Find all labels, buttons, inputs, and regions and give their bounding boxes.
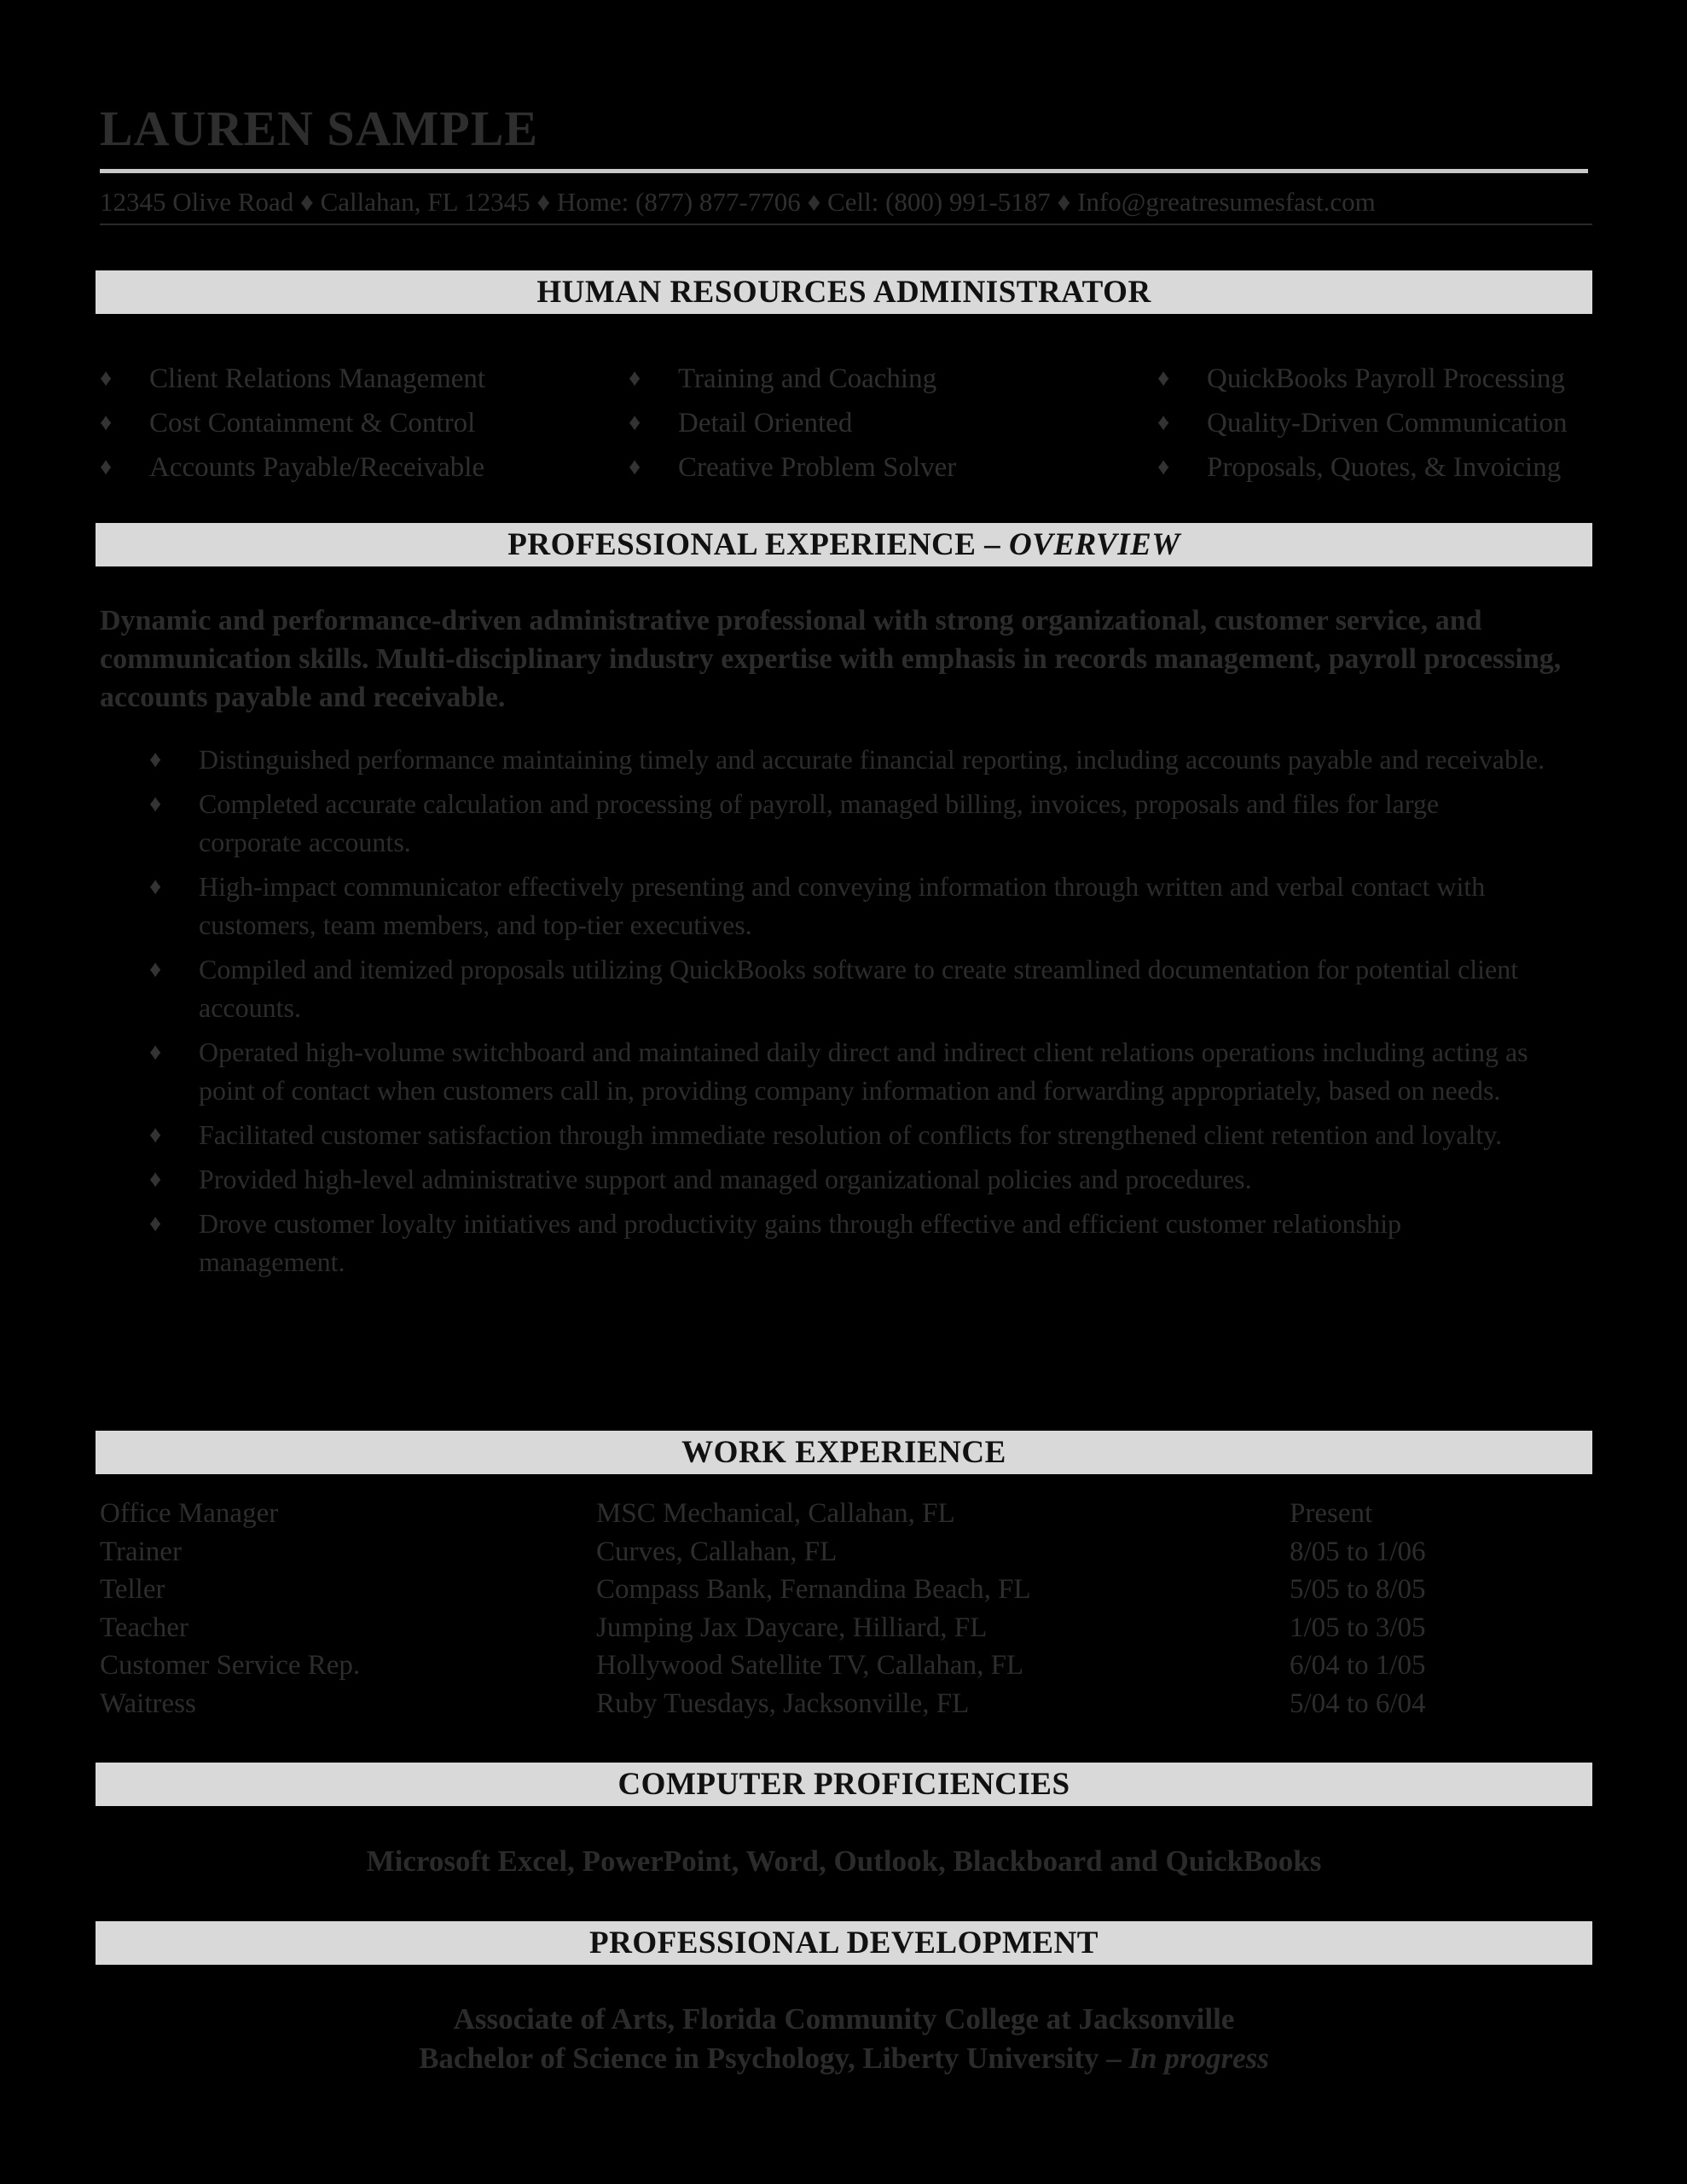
computer-proficiencies-band	[96, 1763, 1592, 1806]
diamond-bullet-icon: ♦	[100, 365, 113, 392]
achievement-item: ♦ Compiled and itemized proposals utilizing QuickBooks software to create streamlined documentation for potential client accounts.	[149, 950, 1548, 1027]
job-dates: 5/05 to 8/05	[1290, 1574, 1426, 1606]
table-row	[100, 1571, 1601, 1609]
job-dates: 1/05 to 3/05	[1290, 1612, 1426, 1643]
professional-development-band	[96, 1921, 1592, 1965]
candidate-name: LAUREN SAMPLE	[100, 101, 539, 156]
diamond-bullet-icon: ♦	[149, 1039, 162, 1066]
diamond-bullet-icon: ♦	[1157, 410, 1170, 436]
header-divider	[100, 169, 1588, 173]
achievement-item: ♦ Drove customer loyalty initiatives and productivity gains through effective and efficient customer relationship management.	[149, 1205, 1548, 1281]
computer-proficiencies-heading: COMPUTER PROFICIENCIES	[617, 1767, 1070, 1802]
achievement-item: ♦ High-impact communicator effectively presenting and conveying information through written and verbal contact with customers, team members, and top-tier executives.	[149, 868, 1548, 944]
diamond-bullet-icon: ♦	[629, 365, 641, 392]
achievement-item: ♦ Operated high-volume switchboard and maintained daily direct and indirect client relations operations including acting as point of contact when customers call in, providing company information and forwarding appropriately, based on needs.	[149, 1033, 1548, 1110]
diamond-bullet-icon: ♦	[149, 1166, 162, 1193]
diamond-bullet-icon: ♦	[149, 1211, 162, 1237]
achievement-item: ♦ Completed accurate calculation and processing of payroll, managed billing, invoices, proposals and files for large corporate accounts.	[149, 785, 1548, 862]
job-company: MSC Mechanical, Callahan, FL	[596, 1498, 955, 1529]
table-row	[100, 1685, 1601, 1723]
job-dates: 6/04 to 1/05	[1290, 1650, 1426, 1682]
experience-overview-heading: PROFESSIONAL EXPERIENCE –	[507, 527, 1009, 562]
job-dates: 5/04 to 6/04	[1290, 1687, 1426, 1719]
job-company: Curves, Callahan, FL	[596, 1536, 838, 1567]
job-title-heading: HUMAN RESOURCES ADMINISTRATOR	[536, 275, 1151, 310]
diamond-bullet-icon: ♦	[149, 956, 162, 983]
job-company: Compass Bank, Fernandina Beach, FL	[596, 1574, 1031, 1606]
diamond-bullet-icon: ♦	[149, 874, 162, 900]
experience-overview-band	[96, 523, 1592, 566]
diamond-bullet-icon: ♦	[100, 410, 113, 436]
skills-grid: ♦ Client Relations Management ♦ Cost Containment & Control ♦ Accounts Payable/Receivable ♦ Training and Coaching ♦ Detail Oriented ♦ Creative Problem Solver ♦ QuickBooks Payroll Processing ♦ Quality-Driven Communication ♦ Proposals, Quotes, & Invoicing	[100, 357, 1601, 493]
computer-skills-line: Microsoft Excel, PowerPoint, Word, Outlook, Blackboard and QuickBooks	[366, 1844, 1322, 1878]
job-dates: 8/05 to 1/06	[1290, 1536, 1426, 1567]
job-title: Trainer	[100, 1536, 182, 1567]
summary-paragraph: Dynamic and performance-driven administrative professional with strong organizational, customer service, and communication skills. Multi-disciplinary industry expertise with emphasis in records management, payroll processing, accounts payable and receivable.	[100, 605, 1562, 713]
contact-line: 12345 Olive Road ♦ Callahan, FL 12345 ♦ Home: (877) 877-7706 ♦ Cell: (800) 991-5187 ♦ Info@greatresumesfast.com	[100, 187, 1376, 217]
achievement-item: ♦ Provided high-level administrative support and managed organizational policies and procedures.	[149, 1160, 1548, 1199]
diamond-bullet-icon: ♦	[1157, 365, 1170, 392]
overview-italic-label: OVERVIEW	[1008, 527, 1180, 562]
education-degree-2: Bachelor of Science in Psychology, Liberty University – In progress	[419, 2042, 1269, 2075]
professional-development-heading: PROFESSIONAL DEVELOPMENT	[589, 1926, 1099, 1960]
job-title: Teller	[100, 1574, 165, 1606]
diamond-bullet-icon: ♦	[629, 454, 641, 480]
table-row	[100, 1533, 1601, 1571]
education-degree-1: Associate of Arts, Florida Community College at Jacksonville	[453, 2002, 1235, 2036]
diamond-bullet-icon: ♦	[100, 454, 113, 480]
table-row	[100, 1495, 1601, 1533]
diamond-bullet-icon: ♦	[149, 791, 162, 817]
job-dates: Present	[1290, 1498, 1373, 1529]
table-row	[100, 1647, 1601, 1685]
contact-divider	[100, 224, 1592, 225]
table-row	[100, 1609, 1601, 1647]
achievement-item: ♦ Facilitated customer satisfaction through immediate resolution of conflicts for strengthened client retention and loyalty.	[149, 1116, 1548, 1154]
job-title: Office Manager	[100, 1498, 279, 1529]
section-title-band	[96, 270, 1592, 314]
diamond-bullet-icon: ♦	[1157, 454, 1170, 480]
job-title: Customer Service Rep.	[100, 1650, 361, 1682]
job-title: Waitress	[100, 1687, 196, 1719]
job-company: Hollywood Satellite TV, Callahan, FL	[596, 1650, 1024, 1682]
diamond-bullet-icon: ♦	[629, 410, 641, 436]
work-experience-heading: WORK EXPERIENCE	[681, 1435, 1006, 1470]
work-history-table	[100, 1495, 1601, 1723]
job-company: Jumping Jax Daycare, Hilliard, FL	[596, 1612, 988, 1643]
achievement-item: ♦ Distinguished performance maintaining timely and accurate financial reporting, including accounts payable and receivable.	[149, 741, 1548, 779]
job-title: Teacher	[100, 1612, 188, 1643]
diamond-bullet-icon: ♦	[149, 746, 162, 773]
job-company: Ruby Tuesdays, Jacksonville, FL	[596, 1687, 970, 1719]
achievement-list	[149, 741, 1548, 1287]
diamond-bullet-icon: ♦	[149, 1122, 162, 1148]
degree-status: In progress	[1128, 2042, 1269, 2075]
work-experience-band	[96, 1431, 1592, 1474]
